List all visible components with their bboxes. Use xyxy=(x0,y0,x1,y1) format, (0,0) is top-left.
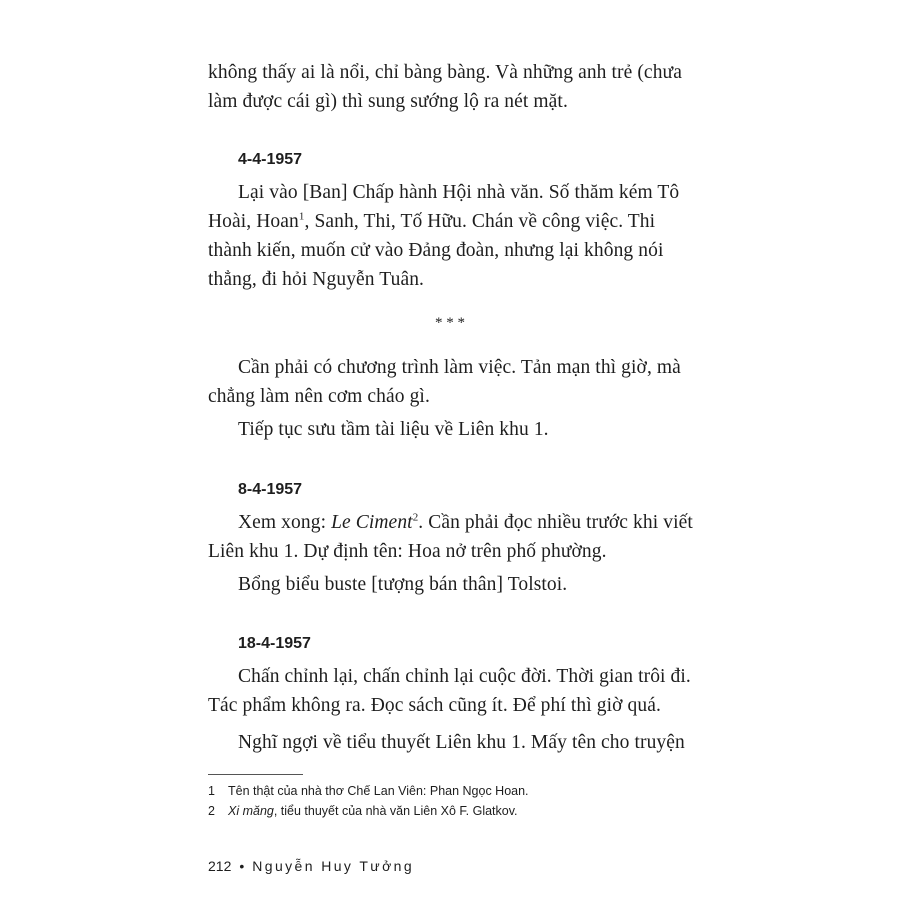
entry-date-heading: 18-4-1957 xyxy=(238,635,311,652)
footnote-text: Tên thật của nhà thơ Chế Lan Viên: Phan Ngọc Hoan. xyxy=(228,784,529,798)
paragraph-continuation: không thấy ai là nổi, chỉ bàng bàng. Và những anh trẻ (chưa làm được cái gì) thì sung sướng lộ ra nét mặt. xyxy=(208,62,682,112)
footnote-ref[interactable]: 2 xyxy=(412,511,419,524)
paragraph-bust: Bổng biểu buste [tượng bán thân] Tolstoi. xyxy=(238,574,568,595)
paragraph-entry-3: Chấn chỉnh lại, chấn chỉnh lại cuộc đời. Thời gian trôi đi. Tác phẩm không ra. Đọc sách cũng ít. Để phí thì giờ quá. xyxy=(208,666,691,716)
paragraph-entry-1 xyxy=(208,178,693,294)
section-separator: * * * xyxy=(435,315,465,331)
book-title: Le Ciment xyxy=(331,512,413,533)
entry-date-heading: 8-4-1957 xyxy=(238,481,303,498)
entry-date-heading: 4-4-1957 xyxy=(238,151,303,168)
paragraph-text: Lại vào [Ban] Chấp hành Hội nhà văn. Số thăm kém Tô Hoài, Hoan xyxy=(208,182,680,232)
footnote-ref[interactable]: 1 xyxy=(298,210,305,223)
paragraph-text: Xem xong: xyxy=(238,512,332,533)
footnote-title: Xi măng xyxy=(228,804,274,818)
running-footer xyxy=(208,857,414,875)
footer-bullet: • xyxy=(239,858,245,874)
paragraph-research: Tiếp tục sưu tầm tài liệu về Liên khu 1. xyxy=(238,419,549,440)
footnote-text: , tiểu thuyết của nhà văn Liên Xô F. Glatkov. xyxy=(273,804,518,818)
footnote-divider xyxy=(208,774,303,775)
footnote-1 xyxy=(208,783,529,799)
paragraph-plan: Cần phải có chương trình làm việc. Tản mạn thì giờ, mà chẳng làm nên cơm cháo gì. xyxy=(208,357,681,407)
paragraph-entry-2 xyxy=(208,508,693,566)
footnote-2 xyxy=(208,803,518,819)
footnote-number: 1 xyxy=(208,784,215,798)
paragraph-novel: Nghĩ ngợi về tiểu thuyết Liên khu 1. Mấy tên cho truyện xyxy=(238,732,685,753)
paragraph-text: , Sanh, Thi, Tố Hữu. Chán về công việc. Thi thành kiến, muốn cử vào Đảng đoàn, nhưng lại không nói thẳng, đi hỏi Nguyễn Tuân. xyxy=(208,211,664,290)
footnote-number: 2 xyxy=(208,804,215,818)
paragraph-text: . Cần phải đọc nhiều trước khi viết Liên khu 1. Dự định tên: Hoa nở trên phố phường. xyxy=(208,512,693,562)
footer-author: Nguyễn Huy Tưởng xyxy=(252,858,415,874)
page-number: 212 xyxy=(208,858,232,874)
